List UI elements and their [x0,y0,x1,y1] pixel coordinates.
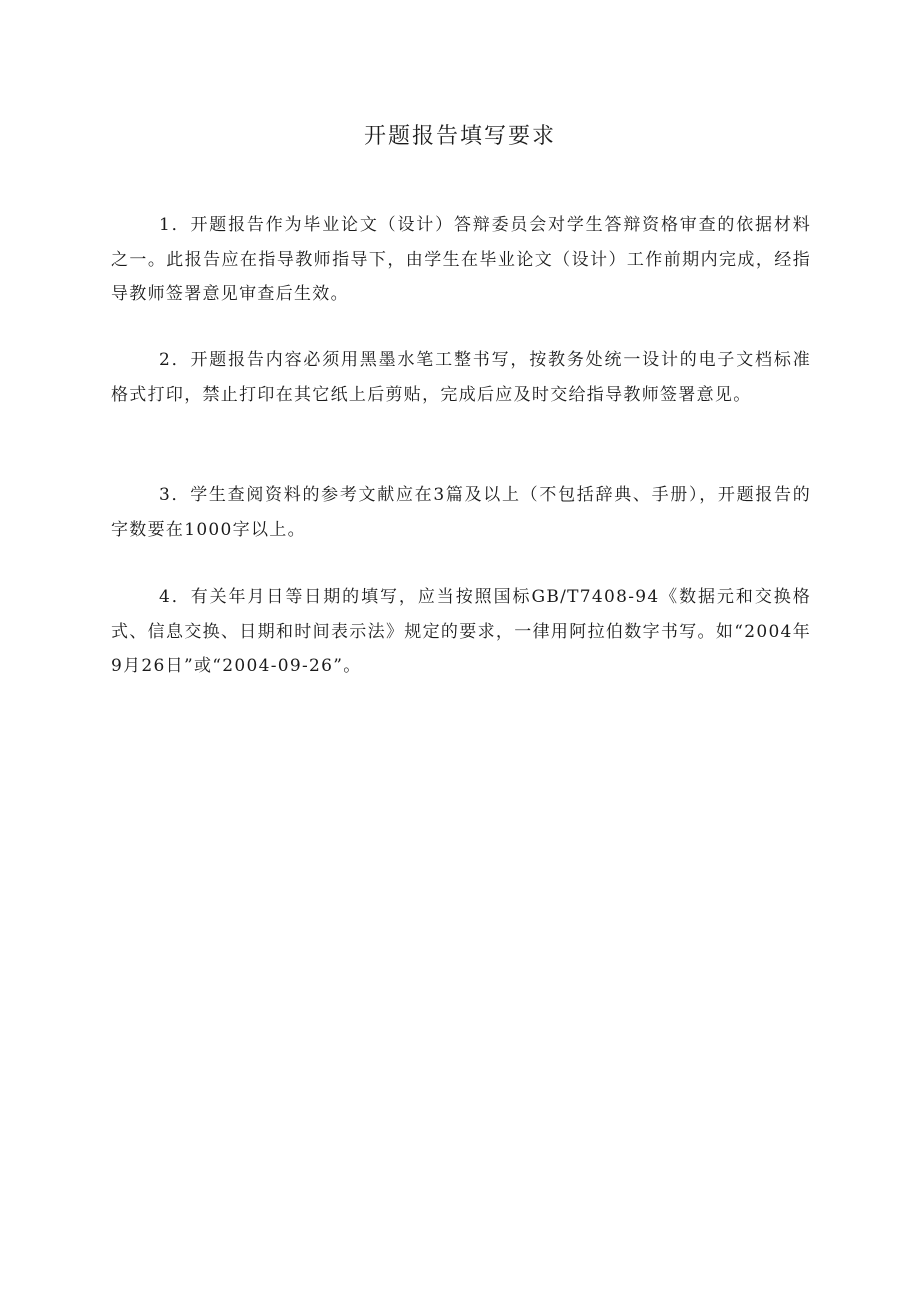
item-number: 1． [159,215,191,235]
requirement-item-2 [111,343,811,412]
requirement-item-4 [111,580,811,684]
item-number: 3． [159,485,191,505]
item-number: 2． [159,350,191,370]
page-title: 开题报告填写要求 [363,124,556,149]
requirement-item-1 [111,208,811,312]
item-text: 开题报告内容必须用黑墨水笔工整书写，按教务处统一设计的电子文档标准格式打印，禁止打印在其它纸上后剪贴，完成后应及时交给指导教师签署意见。 [111,350,811,405]
item-text: 学生查阅资料的参考文献应在3篇及以上（不包括辞典、手册），开题报告的字数要在1000字以上。 [111,485,812,540]
requirement-item-3 [111,478,811,547]
item-text: 开题报告作为毕业论文（设计）答辩委员会对学生答辩资格审查的依据材料之一。此报告应在指导教师指导下，由学生在毕业论文（设计）工作前期内完成，经指导教师签署意见审查后生效。 [111,215,811,304]
item-text: 有关年月日等日期的填写，应当按照国标GB/T7408-94《数据元和交换格式、信息交换、日期和时间表示法》规定的要求，一律用阿拉伯数字书写。如“2004年9月26日”或“2004-09-26”。 [111,587,811,676]
item-number: 4． [159,587,191,607]
